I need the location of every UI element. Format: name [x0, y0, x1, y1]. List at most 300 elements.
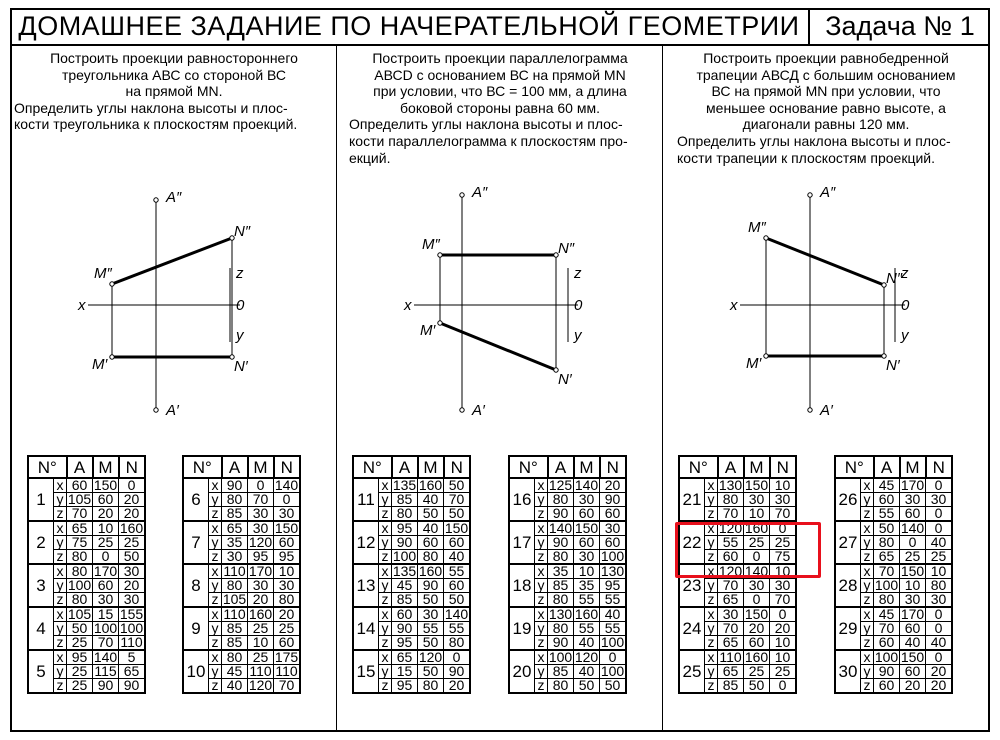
axis-label: y [705, 536, 718, 550]
coordinate-cell: 40 [574, 665, 600, 679]
point-A1 [460, 408, 464, 412]
coordinate-cell: 85 [392, 593, 418, 608]
coordinate-cell: 10 [93, 521, 119, 536]
coordinate-cell: 0 [926, 521, 953, 536]
coordinate-cell: 10 [744, 507, 770, 522]
coordinate-cell: 90 [418, 579, 444, 593]
coordinate-cell: 90 [600, 493, 627, 507]
table-header: N [770, 456, 797, 478]
axis-label: z [705, 550, 718, 565]
axis-label: x [209, 564, 222, 579]
line-MN-front [766, 238, 884, 285]
coordinate-cell: 85 [222, 622, 248, 636]
coordinate-cell: 20 [770, 622, 797, 636]
coordinate-cell: 130 [718, 477, 743, 493]
task-line: диагонали равны 120 мм. [742, 116, 910, 133]
point-M1 [764, 354, 768, 358]
table-header: A [874, 456, 900, 478]
axis-label: z [54, 550, 67, 565]
label-A2: A″ [472, 184, 488, 201]
label-A2: A″ [166, 189, 182, 206]
coordinate-cell: 50 [444, 478, 471, 493]
coordinate-cell: 30 [770, 579, 797, 593]
coordinate-cell: 70 [718, 507, 744, 522]
coordinate-cell: 80 [274, 593, 301, 608]
axis-label: z [861, 636, 874, 651]
coordinate-cell: 90 [222, 478, 248, 493]
coordinate-cell: 30 [900, 593, 926, 608]
coordinate-cell: 140 [744, 563, 769, 579]
coordinate-cell: 30 [926, 493, 953, 507]
axis-label: z [54, 636, 67, 651]
table-header: N° [183, 456, 222, 478]
coordinate-cell: 135 [392, 477, 417, 493]
coordinate-cell: 85 [718, 679, 744, 694]
coordinate-cell: 25 [67, 636, 93, 651]
coordinate-cell: 20 [926, 665, 953, 679]
axis-label: z [705, 636, 718, 651]
coordinate-cell: 100 [600, 634, 625, 650]
coordinate-cell: 120 [248, 534, 273, 550]
label-M1: M′ [420, 322, 436, 339]
coordinate-cell: 0 [93, 550, 119, 565]
axis-label: x [705, 607, 718, 622]
table-header: M [744, 456, 770, 478]
point-A2 [808, 193, 812, 197]
label-M1: M′ [746, 355, 762, 372]
coordinate-cell: 80 [548, 550, 574, 565]
coordinate-cell: 45 [222, 665, 248, 679]
coordinate-cell: 30 [248, 507, 274, 522]
coordinate-cell: 50 [444, 507, 471, 522]
table-header: N [274, 456, 301, 478]
coordinate-cell: 10 [900, 579, 926, 593]
axis-label: z [209, 636, 222, 651]
point-M1 [110, 355, 114, 359]
table-header: N [119, 456, 146, 478]
coordinate-cell: 70 [248, 493, 274, 507]
coordinate-cell: 50 [67, 622, 93, 636]
coordinate-cell: 70 [770, 593, 797, 608]
coordinate-cell: 35 [548, 564, 574, 579]
coordinate-cell: 120 [418, 649, 443, 665]
axis-label: x [379, 607, 392, 622]
axis-label: z [54, 507, 67, 522]
axis-label: y [861, 536, 874, 550]
axis-label: y [705, 665, 718, 679]
coordinate-cell: 80 [874, 593, 900, 608]
label-N2: N″ [558, 240, 575, 257]
coordinate-cell: 140 [444, 606, 469, 622]
coordinate-cell: 0 [770, 521, 797, 536]
coordinate-cell: 20 [248, 593, 274, 608]
task-line: АВСD с основанием ВС на прямой MN [374, 66, 626, 83]
coordinate-cell: 40 [926, 536, 953, 550]
coordinate-cell: 50 [418, 507, 444, 522]
axis-label: y [535, 622, 548, 636]
coordinate-cell: 80 [222, 579, 248, 593]
coordinate-cell: 60 [874, 679, 900, 694]
coordinate-cell: 60 [392, 607, 418, 622]
coordinate-cell: 30 [770, 493, 797, 507]
coordinate-cell: 60 [274, 536, 301, 550]
axis-label: z [861, 507, 874, 522]
variant-number: 1 [28, 478, 54, 521]
variant-number: 25 [679, 650, 705, 693]
variant-number: 10 [183, 650, 209, 693]
axis-label: z [535, 593, 548, 608]
variant-number: 17 [509, 521, 535, 564]
variant-number: 29 [835, 607, 861, 650]
coordinate-cell: 90 [392, 622, 418, 636]
coordinate-cell: 20 [119, 579, 146, 593]
variant-number: 14 [353, 607, 379, 650]
coordinate-cell: 20 [926, 679, 953, 694]
axis-label: y [861, 622, 874, 636]
coordinate-cell: 60 [900, 507, 926, 522]
coordinate-cell: 170 [248, 563, 273, 579]
label-o: 0 [901, 297, 910, 314]
coordinate-cell: 55 [444, 622, 471, 636]
coordinate-cell: 130 [548, 606, 573, 622]
point-A1 [808, 408, 812, 412]
coordinate-cell: 100 [874, 577, 899, 593]
coordinate-cell: 140 [574, 477, 599, 493]
coordinate-cell: 140 [274, 477, 299, 493]
coordinate-cell: 50 [418, 593, 444, 608]
point-M2 [764, 236, 768, 240]
coordinate-cell: 30 [418, 607, 444, 622]
axis-label: z [535, 636, 548, 651]
coordinate-cell: 130 [600, 563, 625, 579]
coordinate-cell: 85 [222, 507, 248, 522]
label-N1: N′ [886, 357, 900, 374]
table-header: A [67, 456, 93, 478]
label-N2: N″ [234, 223, 251, 240]
coordinate-cell: 100 [548, 649, 573, 665]
axis-label: x [535, 521, 548, 536]
coordinate-cell: 95 [274, 550, 301, 565]
coordinate-cell: 115 [94, 663, 117, 679]
axis-label: z [379, 507, 392, 522]
coordinate-cell: 90 [444, 665, 471, 679]
coordinate-cell: 80 [222, 493, 248, 507]
coordinate-cell: 65 [718, 593, 744, 608]
coordinate-cell: 105 [222, 591, 247, 607]
coordinate-cell: 0 [926, 650, 953, 665]
axis-label: y [209, 536, 222, 550]
table-header: N° [28, 456, 67, 478]
coordinate-cell: 0 [926, 607, 953, 622]
axis-label: z [705, 679, 718, 694]
axis-label: x [209, 607, 222, 622]
coordinate-cell: 5 [119, 650, 146, 665]
label-y: y [574, 327, 582, 344]
table-header: N° [835, 456, 874, 478]
task-line: Построить проекции параллелограмма [372, 50, 628, 66]
axis-label: x [54, 521, 67, 536]
coordinate-cell: 40 [418, 521, 444, 536]
coordinate-cell: 100 [874, 649, 899, 665]
coordinate-cell: 140 [93, 649, 118, 665]
coordinate-cell: 160 [248, 606, 273, 622]
label-M2: M″ [94, 265, 112, 282]
axis-label: z [379, 636, 392, 651]
coordinate-cell: 65 [119, 665, 146, 679]
axis-label: z [861, 550, 874, 565]
variant-table [834, 455, 953, 694]
axis-label: x [861, 650, 874, 665]
coordinate-cell: 0 [926, 507, 953, 522]
table-header: M [418, 456, 444, 478]
coordinate-cell: 150 [574, 520, 599, 536]
coordinate-cell: 85 [392, 493, 418, 507]
axis-label: y [379, 665, 392, 679]
table-header: A [222, 456, 248, 478]
coordinate-cell: 70 [874, 622, 900, 636]
coordinate-cell: 45 [392, 579, 418, 593]
coordinate-cell: 135 [392, 563, 417, 579]
coordinate-cell: 40 [600, 607, 627, 622]
coordinate-cell: 30 [274, 507, 301, 522]
variant-number: 16 [509, 478, 535, 521]
coordinate-cell: 0 [600, 650, 627, 665]
coordinate-cell: 0 [744, 593, 770, 608]
coordinate-cell: 60 [93, 579, 119, 593]
coordinate-cell: 110 [719, 649, 742, 665]
coordinate-cell: 155 [119, 606, 144, 622]
axis-label: x [861, 521, 874, 536]
variant-number: 8 [183, 564, 209, 607]
coordinate-cell: 110 [223, 606, 246, 622]
variant-number: 18 [509, 564, 535, 607]
table-header: M [93, 456, 119, 478]
page-title: ДОМАШНЕЕ ЗАДАНИЕ ПО НАЧЕРАТЕЛЬНОЙ ГЕОМЕТРИИ [10, 8, 810, 46]
axis-label: y [379, 493, 392, 507]
axis-label: y [54, 493, 67, 507]
coordinate-cell: 30 [718, 607, 744, 622]
task-line: меньшее основание равно высоте, а [706, 99, 946, 116]
coordinate-cell: 55 [600, 593, 627, 608]
coordinate-cell: 150 [900, 649, 925, 665]
axis-label: y [535, 665, 548, 679]
coordinate-cell: 70 [67, 507, 93, 522]
coordinate-cell: 150 [444, 520, 469, 536]
table-header: A [392, 456, 418, 478]
coordinate-cell: 30 [744, 493, 770, 507]
coordinate-cell: 25 [119, 536, 146, 550]
axis-label: y [705, 579, 718, 593]
coordinate-cell: 90 [119, 679, 146, 694]
task-line: кости треугольника к плоскостям проекций. [14, 116, 298, 133]
coordinate-cell: 0 [274, 493, 301, 507]
axis-label: x [379, 478, 392, 493]
coordinate-cell: 40 [900, 636, 926, 651]
coordinate-cell: 25 [926, 550, 953, 565]
coordinate-cell: 65 [67, 521, 93, 536]
label-z: z [574, 265, 582, 282]
coordinate-cell: 35 [222, 536, 248, 550]
coordinate-cell: 60 [274, 636, 301, 651]
coordinate-cell: 0 [770, 607, 797, 622]
axis-label: y [379, 536, 392, 550]
coordinate-cell: 85 [222, 636, 248, 651]
coordinate-cell: 80 [418, 550, 444, 565]
axis-label: y [379, 579, 392, 593]
coordinate-cell: 140 [548, 520, 573, 536]
coordinate-cell: 25 [770, 536, 797, 550]
coordinate-cell: 0 [926, 478, 953, 493]
point-A1 [154, 408, 158, 412]
axis-label: z [705, 593, 718, 608]
coordinate-cell: 105 [67, 606, 92, 622]
coordinate-cell: 10 [574, 564, 600, 579]
table-header: A [718, 456, 744, 478]
coordinate-cell: 80 [874, 536, 900, 550]
line-MN-front [112, 238, 232, 284]
coordinate-cell: 25 [274, 622, 301, 636]
coordinate-cell: 20 [600, 478, 627, 493]
coordinate-cell: 55 [600, 622, 627, 636]
label-A1: A′ [820, 402, 833, 419]
coordinate-cell: 160 [418, 477, 443, 493]
label-N1: N′ [234, 358, 248, 375]
point-M2 [438, 253, 442, 257]
variant-table [182, 455, 301, 694]
task-line: трапеции АВСД с большим основанием [696, 66, 956, 83]
coordinate-cell: 40 [222, 679, 248, 694]
coordinate-cell: 65 [222, 521, 248, 536]
task-line: треугольника АВС со стороной ВС [61, 66, 287, 83]
axis-label: x [861, 564, 874, 579]
coordinate-cell: 160 [574, 606, 599, 622]
coordinate-cell: 10 [770, 478, 797, 493]
coordinate-cell: 65 [718, 665, 744, 679]
label-z: z [236, 265, 244, 282]
coordinate-cell: 150 [744, 606, 769, 622]
task-line: боковой стороны равна 60 мм. [400, 99, 600, 116]
coordinate-cell: 60 [900, 665, 926, 679]
coordinate-cell: 170 [900, 477, 925, 493]
coordinate-cell: 10 [770, 650, 797, 665]
table-header: N [600, 456, 627, 478]
selected-variant-highlight [675, 522, 821, 578]
coordinate-cell: 10 [770, 564, 797, 579]
coordinate-cell: 90 [93, 679, 119, 694]
coordinate-cell: 45 [874, 607, 900, 622]
task-line: кости трапеции к плоскостям проекций. [677, 149, 935, 166]
coordinate-cell: 70 [444, 493, 471, 507]
axis-label: x [209, 650, 222, 665]
label-A1: A′ [472, 402, 485, 419]
axis-label: z [535, 679, 548, 694]
coordinate-cell: 30 [574, 550, 600, 565]
coordinate-cell: 40 [926, 636, 953, 651]
variant-number: 24 [679, 607, 705, 650]
coordinate-cell: 20 [900, 679, 926, 694]
variant-number: 27 [835, 521, 861, 564]
variant-number: 12 [353, 521, 379, 564]
coordinate-cell: 60 [600, 507, 627, 522]
coordinate-cell: 80 [67, 593, 93, 608]
coordinate-cell: 95 [67, 650, 93, 665]
coordinate-cell: 70 [93, 636, 119, 651]
variant-number: 2 [28, 521, 54, 564]
coordinate-cell: 55 [418, 622, 444, 636]
axis-label: z [209, 593, 222, 608]
variant-number: 7 [183, 521, 209, 564]
axis-label: x [861, 607, 874, 622]
task-line: на прямой MN. [125, 83, 223, 100]
label-M2: M″ [748, 219, 766, 236]
axis-label: y [379, 622, 392, 636]
axis-label: y [861, 665, 874, 679]
coordinate-cell: 40 [418, 493, 444, 507]
task-line: при условии, что ВС = 100 мм, а длина [373, 83, 627, 100]
task-line: Определить углы наклона высоты и плос- [14, 99, 288, 116]
axis-label: x [379, 564, 392, 579]
coordinate-cell: 80 [926, 579, 953, 593]
coordinate-cell: 10 [248, 636, 274, 651]
coordinate-cell: 25 [67, 679, 93, 694]
coordinate-cell: 30 [222, 550, 248, 565]
coordinate-cell: 20 [274, 607, 301, 622]
coordinate-cell: 0 [119, 478, 146, 493]
coordinate-cell: 90 [548, 507, 574, 522]
coordinate-cell: 160 [744, 520, 769, 536]
coordinate-cell: 60 [600, 536, 627, 550]
axis-label: z [54, 679, 67, 694]
axis-label: x [379, 650, 392, 665]
axis-label: y [209, 493, 222, 507]
coordinate-cell: 30 [744, 579, 770, 593]
axis-label: z [379, 593, 392, 608]
coordinate-cell: 25 [744, 536, 770, 550]
coordinate-cell: 85 [548, 665, 574, 679]
variant-number: 21 [679, 478, 705, 521]
point-M1 [438, 321, 442, 325]
coordinate-cell: 80 [67, 550, 93, 565]
coordinate-cell: 65 [392, 650, 418, 665]
table-header: M [900, 456, 926, 478]
axis-label: z [861, 593, 874, 608]
coordinate-cell: 60 [574, 536, 600, 550]
axis-label: x [54, 607, 67, 622]
coordinate-cell: 125 [548, 477, 573, 493]
coordinate-cell: 80 [548, 679, 574, 694]
coordinate-cell: 150 [744, 477, 769, 493]
coordinate-cell: 170 [900, 606, 925, 622]
task-line: Определить углы наклона высоты и плос- [677, 132, 951, 149]
coordinate-cell: 60 [67, 478, 93, 493]
coordinate-cell: 105 [67, 491, 92, 507]
coordinate-cell: 60 [93, 493, 119, 507]
coordinate-cell: 25 [248, 650, 274, 665]
table-header: N° [353, 456, 392, 478]
axis-label: x [705, 521, 718, 536]
label-y: y [236, 327, 244, 344]
coordinate-cell: 0 [900, 536, 926, 550]
label-z: z [901, 265, 909, 282]
task-line: Построить проекции равнобедренной [703, 50, 949, 66]
variant-number: 26 [835, 478, 861, 521]
coordinate-cell: 45 [874, 478, 900, 493]
coordinate-cell: 150 [93, 477, 118, 493]
axis-label: x [705, 478, 718, 493]
axis-label: z [861, 679, 874, 694]
coordinate-cell: 50 [119, 550, 146, 565]
coordinate-cell: 25 [770, 665, 797, 679]
